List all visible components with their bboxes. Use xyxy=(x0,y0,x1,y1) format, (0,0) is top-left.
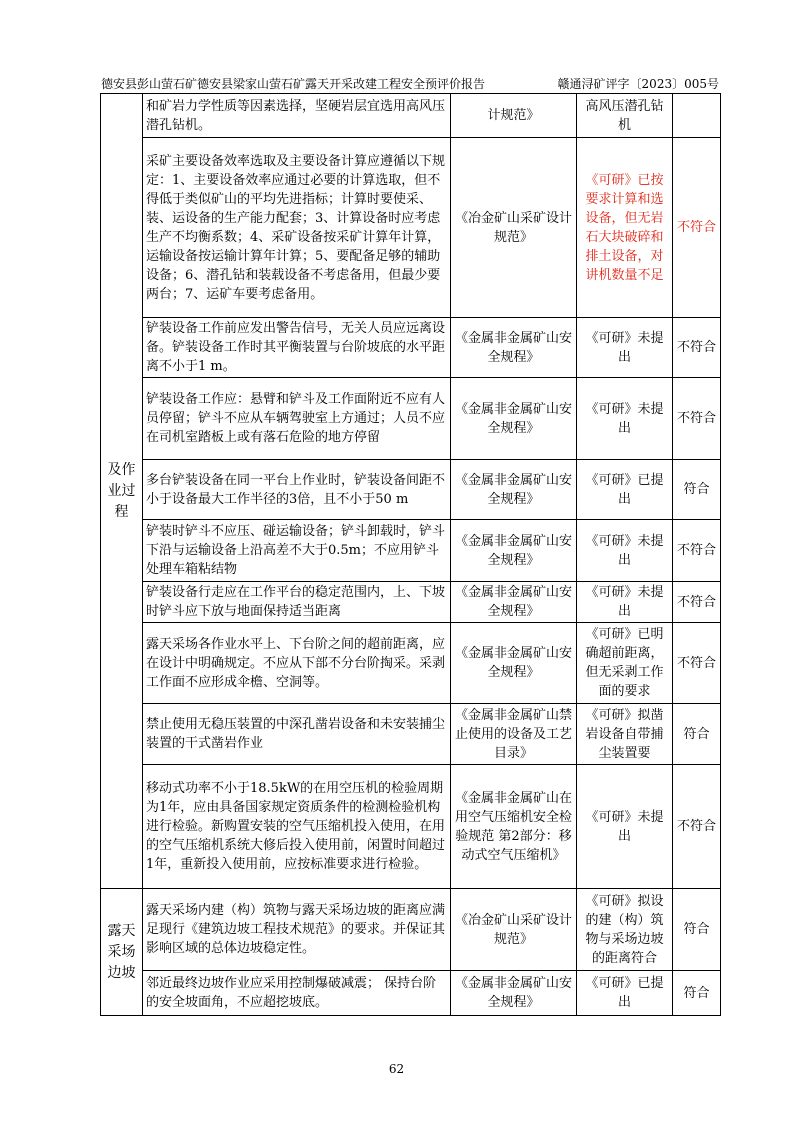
basis-cell: 《金属非金属矿山安全规程》 xyxy=(451,460,577,520)
status-cell: 《可研》未提出 xyxy=(577,765,673,889)
table-row xyxy=(101,520,721,582)
check-item: 铲装设备工作应：悬臂和铲斗及工作面附近不应有人员停留；铲斗不应从车辆驾驶室上方通过；人员不应在司机室踏板上或有落石危险的地方停留 xyxy=(143,378,451,460)
basis-cell: 《金属非金属矿山安全规程》 xyxy=(451,378,577,460)
safety-check-table xyxy=(100,93,721,1016)
conclusion-cell: 符合 xyxy=(673,971,721,1016)
category-cell: 及作业过程 xyxy=(101,94,143,889)
basis-cell: 《金属非金属矿山安全规程》 xyxy=(451,318,577,378)
table-row xyxy=(101,765,721,889)
table-row xyxy=(101,460,721,520)
basis-cell: 《金属非金属矿山安全规程》 xyxy=(451,520,577,582)
check-item: 采矿主要设备效率选取及主要设备计算应遵循以下规定：1、主要设备效率应通过必要的计算选取，但不得低于类似矿山的平均先进指标；计算时要使采、装、运设备的生产能力配套；3、计算设备时应考虑生产不均衡系数；4、采矿设备按采矿计算年计算，运输设备按运输计算年计算；5、要配备足够的辅助设备；6、潜孔钻和装载设备不考虑备用，但最少要两台；7、运矿车要考虑备用。 xyxy=(143,138,451,318)
report-title: 德安县彭山萤石矿德安县梁家山萤石矿露天开采改建工程安全预评价报告 xyxy=(101,77,486,91)
table-row xyxy=(101,378,721,460)
table-row xyxy=(101,94,721,138)
status-cell: 《可研》已提出 xyxy=(577,460,673,520)
check-item: 铲装设备行走应在工作平台的稳定范围内，上、下坡时铲斗应下放与地面保持适当距离 xyxy=(143,582,451,623)
status-cell: 《可研》未提出 xyxy=(577,318,673,378)
status-cell: 《可研》已提出 xyxy=(577,971,673,1016)
conclusion-cell: 不符合 xyxy=(673,582,721,623)
status-cell: 《可研》已按要求计算和选设备，但无岩石大块破碎和排土设备，对讲机数量不足 xyxy=(577,138,673,318)
check-item: 露天采场各作业水平上、下台阶之间的超前距离，应在设计中明确规定。不应从下部不分台阶掏采。采剥工作面不应形成伞檐、空洞等。 xyxy=(143,623,451,704)
conclusion-cell: 不符合 xyxy=(673,318,721,378)
table-row xyxy=(101,582,721,623)
basis-cell: 《冶金矿山采矿设计规范》 xyxy=(451,138,577,318)
conclusion-cell: 不符合 xyxy=(673,623,721,704)
check-item: 铲装时铲斗不应压、碰运输设备；铲斗卸载时，铲斗下沿与运输设备上沿高差不大于0.5m；不应用铲斗处理车箱粘结物 xyxy=(143,520,451,582)
table-row xyxy=(101,138,721,318)
conclusion-cell: 符合 xyxy=(673,704,721,765)
basis-cell: 《冶金矿山采矿设计规范》 xyxy=(451,889,577,971)
basis-cell: 《金属非金属矿山安全规程》 xyxy=(451,971,577,1016)
basis-cell: 计规范》 xyxy=(451,94,577,138)
table-row xyxy=(101,623,721,704)
status-cell: 《可研》已明确超前距离，但无采剥工作面的要求 xyxy=(577,623,673,704)
check-item: 多台铲装设备在同一平台上作业时，铲装设备间距不小于设备最大工作半径的3倍，且不小于50 m xyxy=(143,460,451,520)
basis-cell: 《金属非金属矿山安全规程》 xyxy=(451,623,577,704)
check-item: 铲装设备工作前应发出警告信号，无关人员应远离设备。铲装设备工作时其平衡装置与台阶坡底的水平距离不小于1 m。 xyxy=(143,318,451,378)
status-cell: 《可研》未提出 xyxy=(577,378,673,460)
check-item: 移动式功率不小于18.5kW的在用空压机的检验周期为1年，应由具备国家规定资质条件的检测检验机构进行检验。新购置安装的空气压缩机投入使用，在用的空气压缩机系统大修后投入使用前，闲置时间超过1年，重新投入使用前，应按标准要求进行检验。 xyxy=(143,765,451,889)
status-cell: 《可研》未提出 xyxy=(577,520,673,582)
conclusion-cell xyxy=(673,94,721,138)
basis-cell: 《金属非金属矿山在用空气压缩机安全检验规范 第2部分：移动式空气压缩机》 xyxy=(451,765,577,889)
page-number: 62 xyxy=(388,1062,405,1076)
check-item: 和矿岩力学性质等因素选择，坚硬岩层宜选用高风压潜孔钻机。 xyxy=(143,94,451,138)
check-item: 禁止使用无稳压装置的中深孔凿岩设备和未安装捕尘装置的干式凿岩作业 xyxy=(143,704,451,765)
conclusion-cell: 符合 xyxy=(673,889,721,971)
status-cell: 高风压潜孔钻机 xyxy=(577,94,673,138)
status-cell: 《可研》未提出 xyxy=(577,582,673,623)
basis-cell: 《金属非金属矿山安全规程》 xyxy=(451,582,577,623)
conclusion-cell: 不符合 xyxy=(673,765,721,889)
table-row xyxy=(101,889,721,971)
status-cell: 《可研》拟设的建（构）筑物与采场边坡的距离符合 xyxy=(577,889,673,971)
table-row xyxy=(101,704,721,765)
conclusion-cell: 不符合 xyxy=(673,138,721,318)
category-cell: 露天采场边坡 xyxy=(101,889,143,1016)
basis-cell: 《金属非金属矿山禁止使用的设备及工艺目录》 xyxy=(451,704,577,765)
conclusion-cell: 不符合 xyxy=(673,378,721,460)
check-item: 露天采场内建（构）筑物与露天采场边坡的距离应满足现行《建筑边坡工程技术规范》的要求。并保证其影响区域的总体边坡稳定性。 xyxy=(143,889,451,971)
check-item: 邻近最终边坡作业应采用控制爆破减震； 保持台阶的安全坡面角，不应超挖坡底。 xyxy=(143,971,451,1016)
table-row xyxy=(101,318,721,378)
conclusion-cell: 不符合 xyxy=(673,520,721,582)
document-number: 赣通浔矿评字〔2023〕005号 xyxy=(557,77,719,91)
status-cell: 《可研》拟凿岩设备自带捕尘装置要 xyxy=(577,704,673,765)
table-row xyxy=(101,971,721,1016)
conclusion-cell: 符合 xyxy=(673,460,721,520)
page-header xyxy=(101,76,719,94)
